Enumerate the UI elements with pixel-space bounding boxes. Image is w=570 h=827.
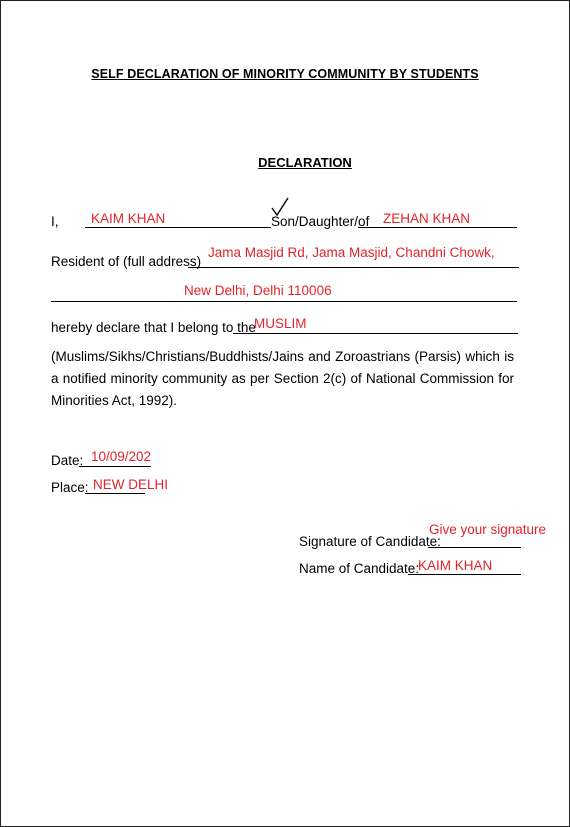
date-label: Date: — [51, 453, 84, 468]
student-name-value: KAIM KHAN — [91, 211, 166, 226]
community-underline — [233, 333, 518, 334]
community-label: hereby declare that I belong to the — [51, 320, 256, 335]
address-line2-value: New Delhi, Delhi 110006 — [184, 283, 332, 298]
date-underline — [79, 466, 151, 467]
place-value: NEW DELHI — [93, 477, 169, 492]
relation-label: Son/Daughter/of — [271, 214, 370, 229]
declaration-heading: DECLARATION — [258, 155, 352, 170]
date-value: 10/09/202 — [91, 449, 152, 464]
place-label: Place: — [51, 480, 89, 495]
address-underline-1 — [188, 267, 519, 268]
signature-underline — [428, 547, 521, 548]
address-line1-value: Jama Masjid Rd, Jama Masjid, Chandni Chowk, — [208, 245, 495, 260]
community-value: MUSLIM — [254, 316, 307, 331]
signature-label: Signature of Candidate: — [299, 534, 441, 549]
signature-value: Give your signature — [429, 522, 547, 537]
name-underline — [85, 227, 271, 228]
parent-name-value: ZEHAN KHAN — [383, 211, 471, 226]
address-label: Resident of (full address) — [51, 254, 202, 269]
address-underline-2 — [51, 301, 517, 302]
candidate-name-underline — [408, 574, 521, 575]
place-underline — [85, 493, 145, 494]
parent-underline — [358, 227, 517, 228]
candidate-name-value: KAIM KHAN — [418, 558, 493, 573]
minority-statement: (Muslims/Sikhs/Christians/Buddhists/Jains and Zoroastrians (Parsis) which is a notified minority community as per Section 2(c) of National Commission for Minorities Act, 1992). — [51, 349, 514, 408]
i-prefix: I, — [51, 214, 59, 229]
candidate-name-label: Name of Candidate: — [299, 561, 420, 576]
document-title: SELF DECLARATION OF MINORITY COMMUNITY BY STUDENTS — [91, 67, 479, 81]
